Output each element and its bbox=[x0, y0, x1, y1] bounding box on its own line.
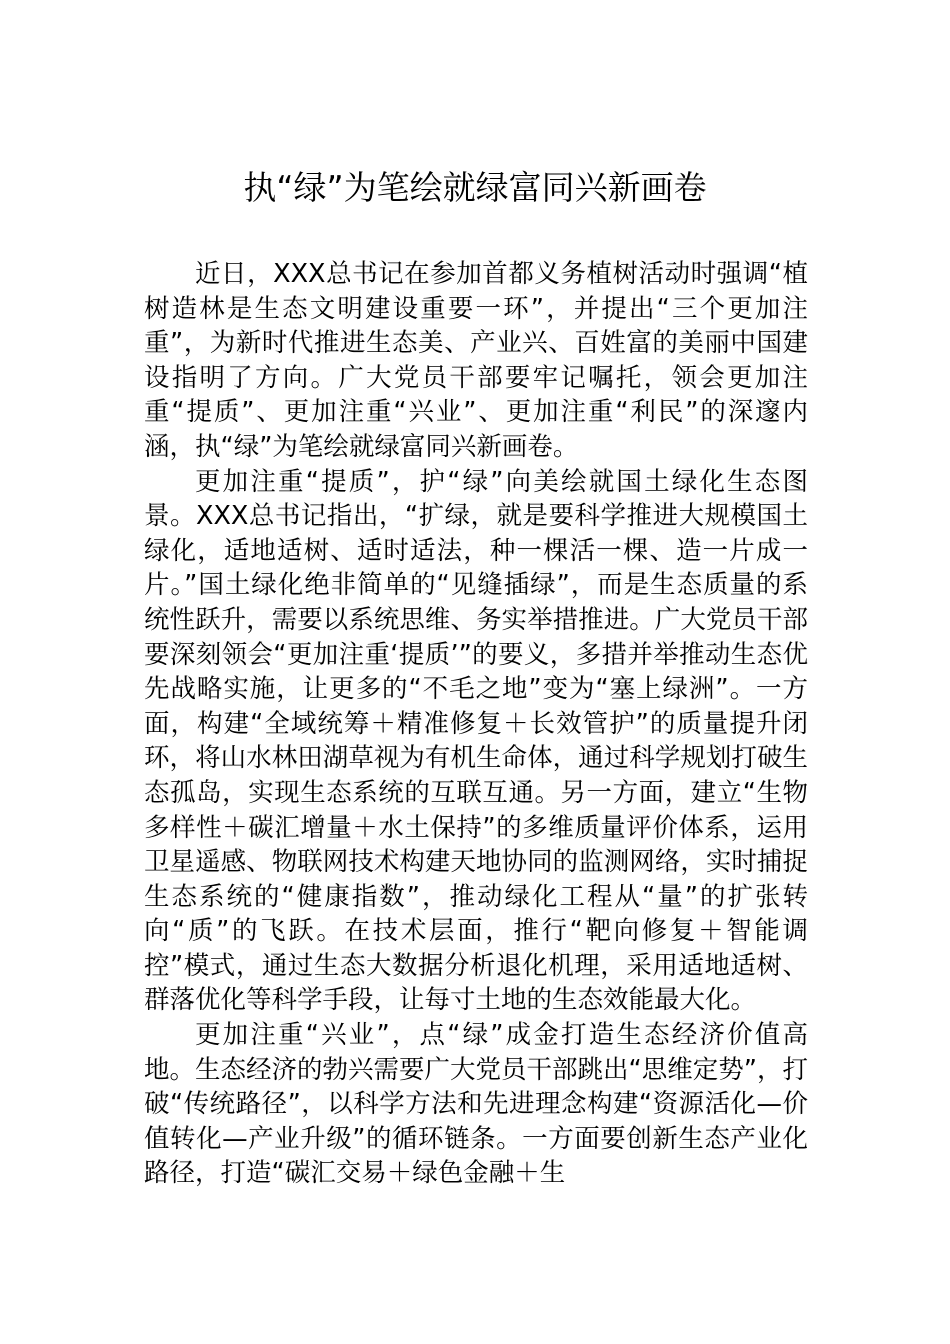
paragraph-quality: 更加注重“提质”，护“绿”向美绘就国土绿化生态图景。XXX总书记指出，“扩绿，就是要科学推进大规模国土绿化，适地适树、适时适法，种一棵活一棵、造一片成一片。”国土绿化绝非简单的“见缝插绿”，而是生态质量的系统性跃升，需要以系统思维、务实举措推进。广大党员干部要深刻领会“更加注重‘提质’”的要义，多措并举推动生态优先战略实施，让更多的“不毛之地”变为“塞上绿洲”。一方面，构建“全域统筹＋精准修复＋长效管护”的质量提升闭环，将山水林田湖草视为有机生命体，通过科学规划打破生态孤岛，实现生态系统的互联互通。另一方面，建立“生物多样性＋碳汇增量＋水土保持”的多维质量评价体系，运用卫星遥感、物联网技术构建天地协同的监测网络，实时捕捉生态系统的“健康指数”，推动绿化工程从“量”的扩张转向“质”的飞跃。在技术层面，推行“靶向修复＋智能调控”模式，通过生态大数据分析退化机理，采用适地适树、群落优化等科学手段，让每寸土地的生态效能最大化。 bbox=[144, 466, 808, 1016]
paragraph-intro: 近日，XXX总书记在参加首都义务植树活动时强调“植树造林是生态文明建设重要一环”，并提出“三个更加注重”，为新时代推进生态美、产业兴、百姓富的美丽中国建设指明了方向。广大党员干部要牢记嘱托，领会更加注重“提质”、更加注重“兴业”、更加注重“利民”的深邃内涵，执“绿”为笔绘就绿富同兴新画卷。 bbox=[144, 259, 808, 462]
document-title: 执“绿”为笔绘就绿富同兴新画卷 bbox=[243, 168, 707, 207]
document-body bbox=[144, 257, 808, 1191]
paragraph-industry: 更加注重“兴业”，点“绿”成金打造生态经济价值高地。生态经济的勃兴需要广大党员干部跳出“思维定势”，打破“传统路径”，以科学方法和先进理念构建“资源活化—价值转化—产业升级”的循环链条。一方面要创新生态产业化路径，打造“碳汇交易＋绿色金融＋生 bbox=[144, 1020, 808, 1189]
